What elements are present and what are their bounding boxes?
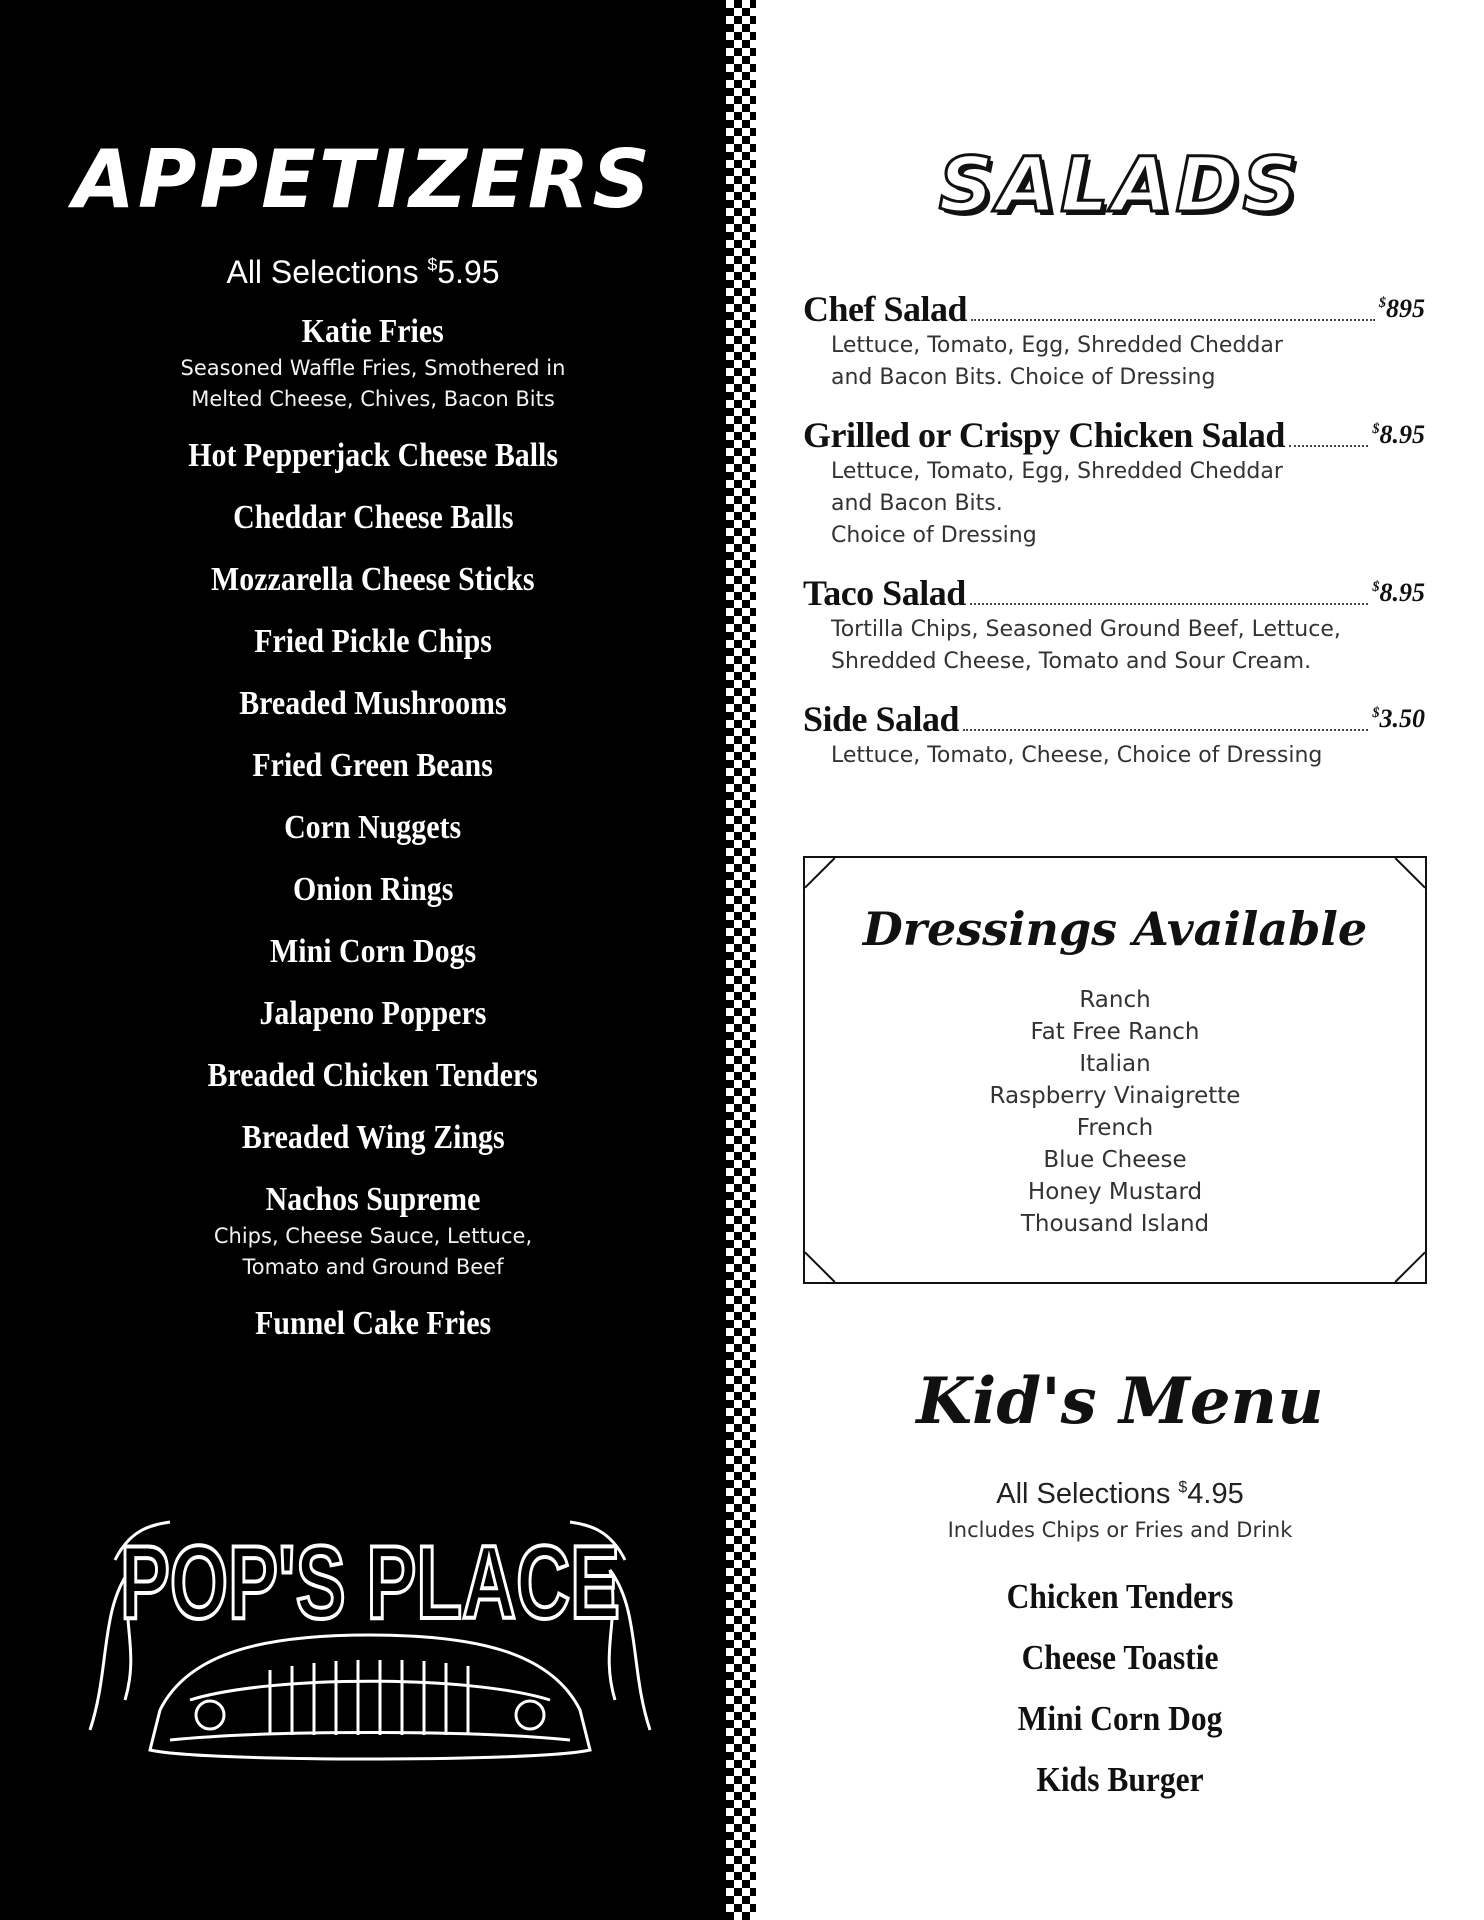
list-item: [0, 621, 746, 663]
salads-list: [803, 282, 1425, 786]
item-name: Breaded Wing Zings: [241, 1119, 505, 1156]
kids-menu-title: Kid's Menu: [916, 1364, 1324, 1439]
list-item: Thousand Island: [1020, 1211, 1210, 1237]
item-name: Funnel Cake Fries: [254, 1305, 492, 1342]
item-description: Seasoned Waffle Fries, Smothered in Melted Cheese, Chives, Bacon Bits: [180, 356, 566, 411]
dot-leader: [970, 603, 1369, 605]
list-item: [803, 282, 1425, 394]
list-item: Raspberry Vinaigrette: [989, 1083, 1241, 1109]
list-item: Chicken Tenders: [1006, 1577, 1234, 1616]
item-price: $3.50: [1372, 704, 1425, 733]
appetizers-list: [0, 311, 746, 1365]
kids-menu-note: Includes Chips or Fries and Drink: [947, 1518, 1293, 1542]
list-item: [803, 692, 1425, 772]
item-price: $895: [1378, 294, 1425, 323]
item-price: $8.95: [1372, 420, 1425, 449]
list-item: [0, 497, 746, 539]
item-name: Onion Rings: [292, 871, 454, 908]
list-item: Cheese Toastie: [1021, 1638, 1219, 1677]
dressings-list: [805, 984, 1425, 1240]
kids-menu-list: [756, 1566, 1484, 1810]
appetizers-title: APPETIZERS: [72, 133, 654, 226]
item-description: Chips, Cheese Sauce, Lettuce, Tomato and Ground Beef: [213, 1224, 533, 1279]
dot-leader: [963, 729, 1368, 731]
item-name: Fried Green Beans: [252, 747, 494, 784]
list-item: [0, 745, 746, 787]
dressings-box: [803, 856, 1427, 1284]
list-item: Kids Burger: [1036, 1760, 1204, 1799]
list-item: Ranch: [1079, 987, 1151, 1013]
list-item: [0, 311, 746, 415]
dressings-title: Dressings Available: [862, 902, 1368, 956]
list-item: [0, 1179, 746, 1283]
item-name: Corn Nuggets: [284, 809, 462, 846]
checkered-divider: [726, 0, 756, 1920]
list-item: Mini Corn Dog: [1017, 1699, 1223, 1738]
kids-menu-price: All Selections $4.95: [996, 1478, 1244, 1510]
dot-leader: [971, 319, 1375, 321]
list-item: Blue Cheese: [1043, 1147, 1187, 1173]
item-description: Lettuce, Tomato, Egg, Shredded Cheddar and Bacon Bits. Choice of Dressing: [831, 333, 1283, 390]
list-item: [0, 435, 746, 477]
item-name: Cheddar Cheese Balls: [232, 499, 514, 536]
list-item: Italian: [1079, 1051, 1151, 1077]
item-name: Fried Pickle Chips: [254, 623, 492, 660]
appetizers-panel: [0, 0, 726, 1920]
list-item: [0, 993, 746, 1035]
list-item: [0, 869, 746, 911]
item-name: Side Salad: [803, 699, 960, 739]
item-description: Lettuce, Tomato, Egg, Shredded Cheddar and Bacon Bits. Choice of Dressing: [831, 459, 1283, 548]
item-name: Taco Salad: [803, 573, 966, 613]
appetizers-price: All Selections $5.95: [226, 254, 500, 290]
item-name: Jalapeno Poppers: [259, 995, 487, 1032]
list-item: Honey Mustard: [1027, 1179, 1203, 1205]
list-item: [803, 566, 1425, 678]
item-description: Lettuce, Tomato, Cheese, Choice of Dressing: [831, 743, 1323, 768]
list-item: [0, 559, 746, 601]
list-item: [0, 1055, 746, 1097]
list-item: [0, 1303, 746, 1345]
item-name: Breaded Chicken Tenders: [207, 1057, 539, 1094]
item-name: Nachos Supreme: [265, 1181, 481, 1218]
list-item: [0, 683, 746, 725]
item-name: Katie Fries: [301, 313, 445, 350]
list-item: Fat Free Ranch: [1030, 1019, 1200, 1045]
item-price: $8.95: [1372, 578, 1425, 607]
item-name: Breaded Mushrooms: [239, 685, 507, 722]
list-item: [803, 408, 1425, 552]
item-name: Grilled or Crispy Chicken Salad: [803, 415, 1285, 455]
item-name: Mozzarella Cheese Sticks: [211, 561, 535, 598]
salads-title: SALADS: [938, 140, 1302, 229]
list-item: [0, 931, 746, 973]
dot-leader: [1289, 445, 1368, 447]
pops-place-logo: [70, 1500, 670, 1780]
item-name: Hot Pepperjack Cheese Balls: [188, 437, 558, 474]
item-description: Tortilla Chips, Seasoned Ground Beef, Lettuce, Shredded Cheese, Tomato and Sour Cream.: [831, 617, 1341, 674]
item-name: Chef Salad: [803, 289, 968, 329]
list-item: [0, 807, 746, 849]
logo-text: POP'S PLACE: [120, 1525, 620, 1641]
item-name: Mini Corn Dogs: [269, 933, 477, 970]
list-item: French: [1076, 1115, 1154, 1141]
list-item: [0, 1117, 746, 1159]
